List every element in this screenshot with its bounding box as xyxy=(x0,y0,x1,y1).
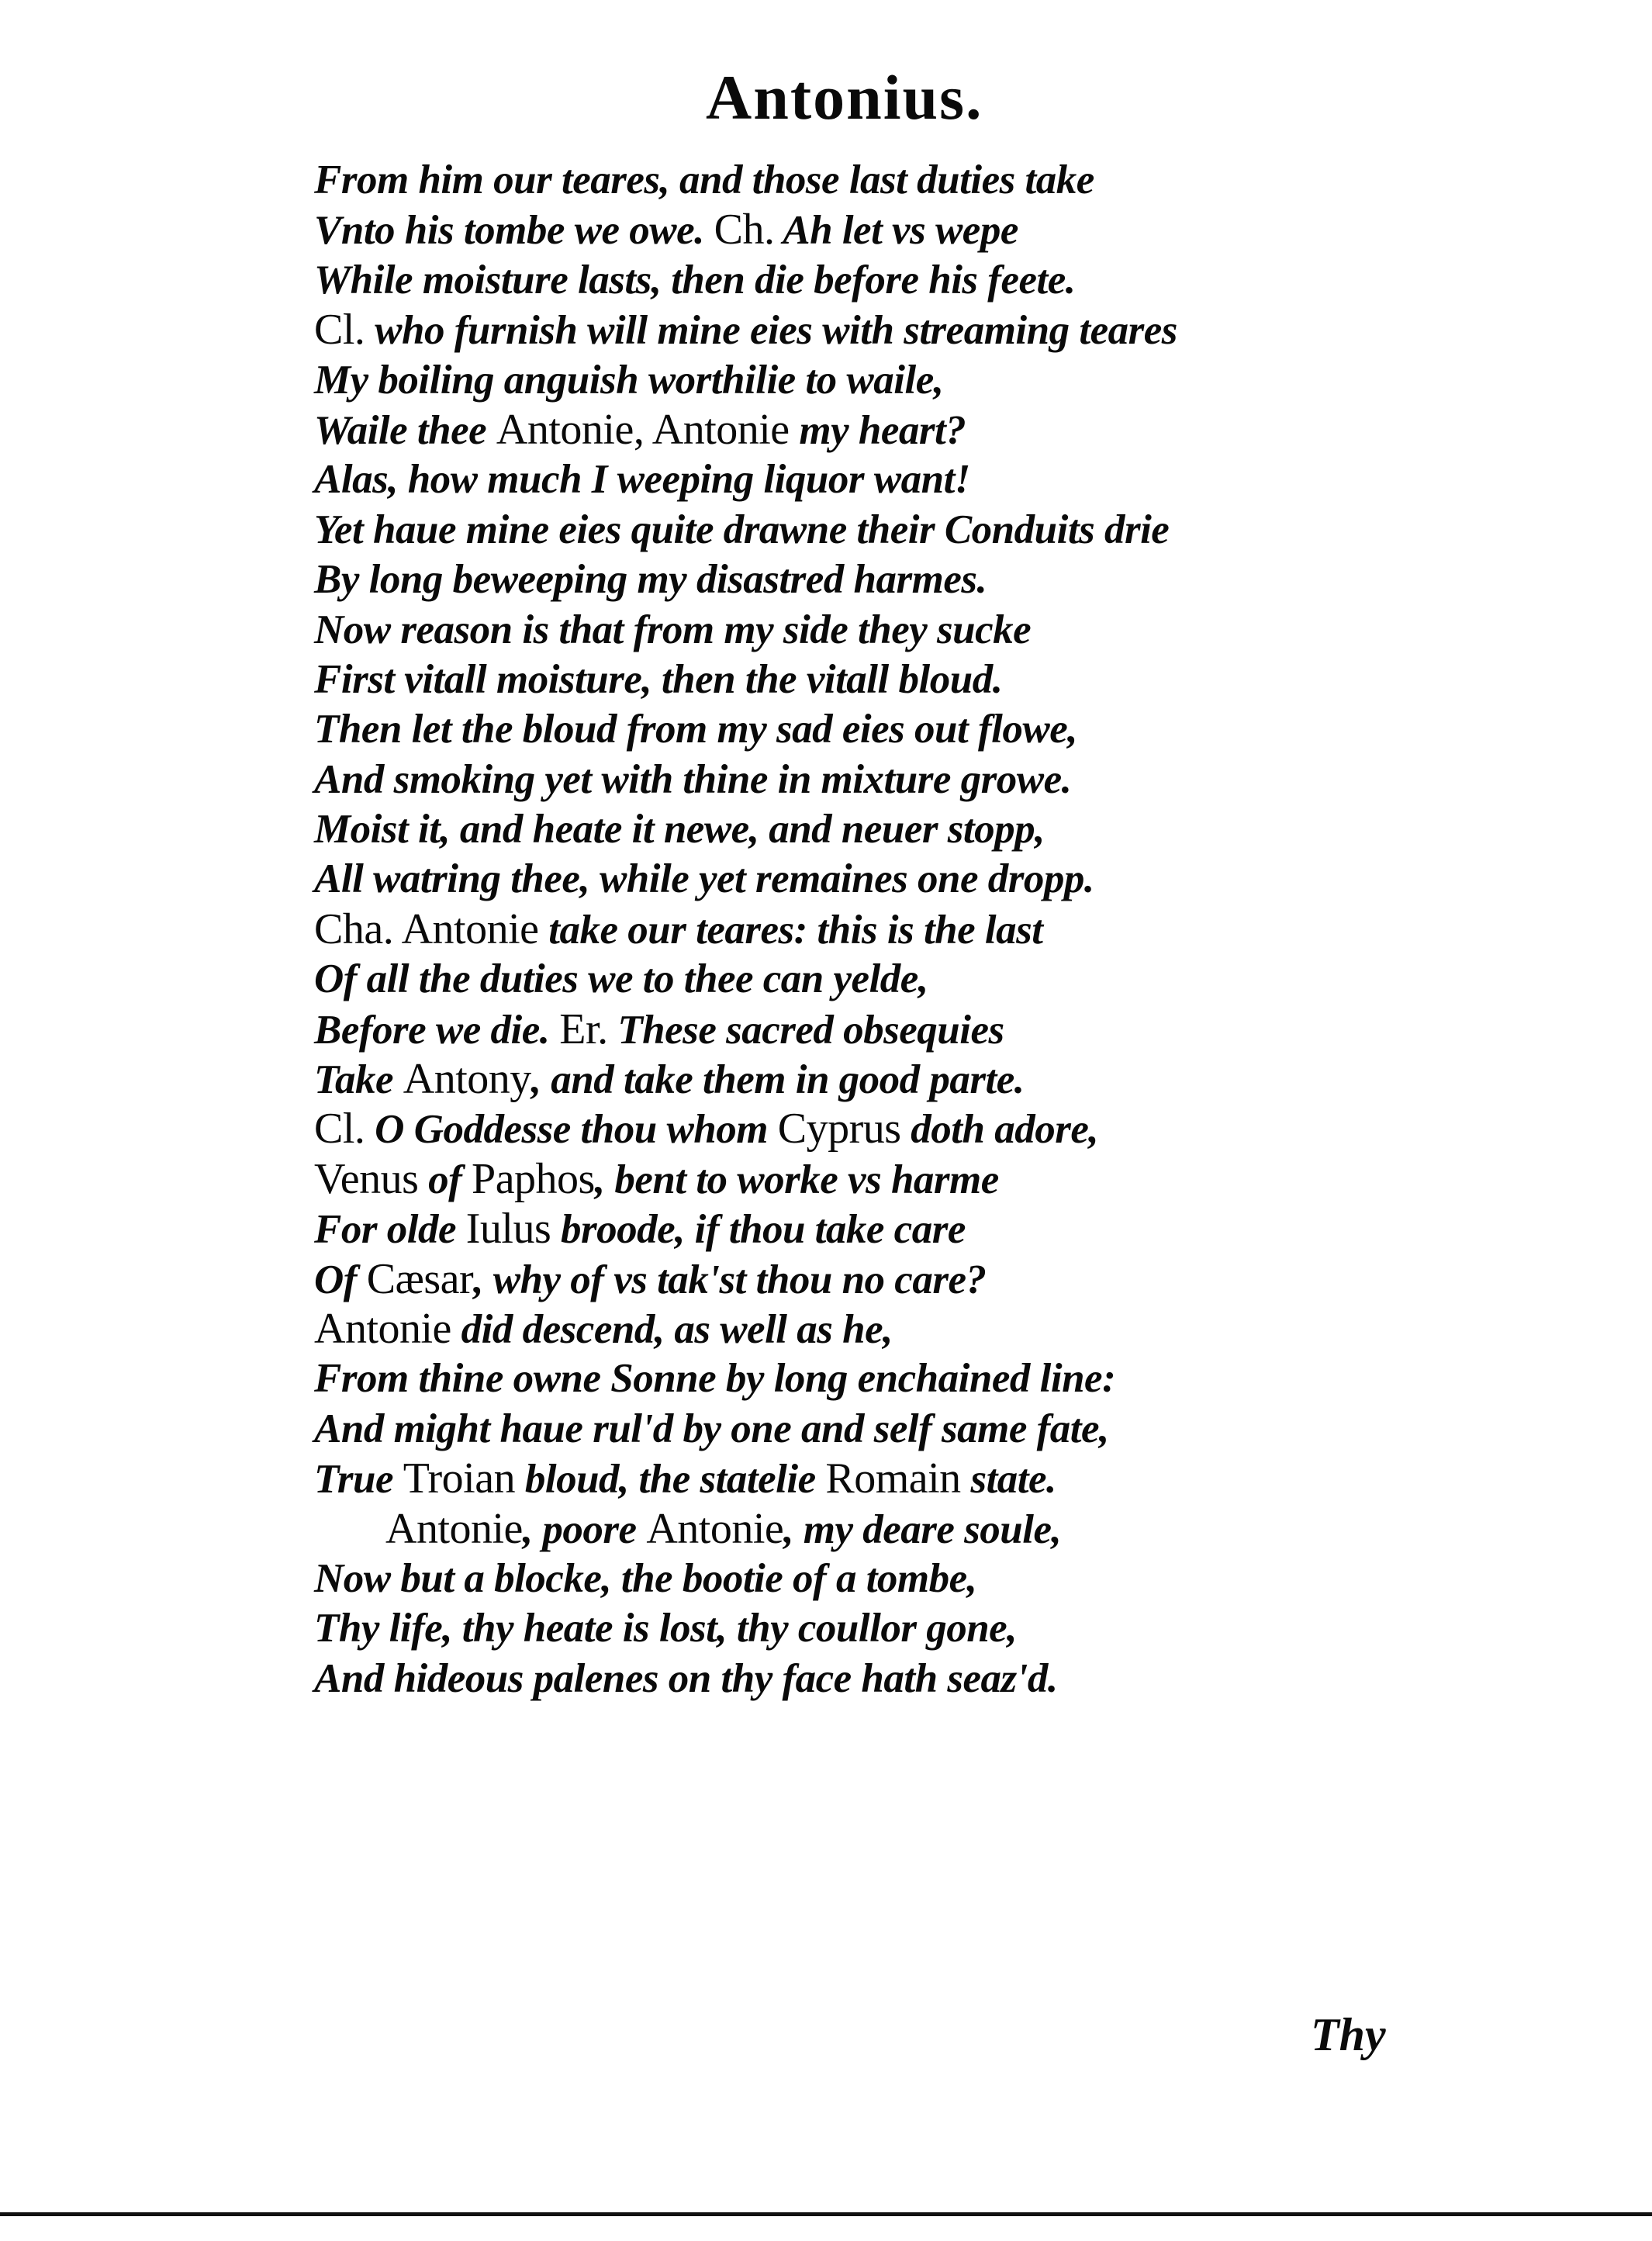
italic-text: Of all the duties we to thee can yelde, xyxy=(314,956,928,1002)
verse-line xyxy=(314,305,1571,354)
verse-line xyxy=(314,1404,1571,1454)
italic-text: who furnish will mine eies with streaming teares xyxy=(365,308,1177,354)
italic-text: Vnto his tombe we owe. xyxy=(314,208,714,254)
verse-line xyxy=(314,755,1571,804)
roman-text: Ch. xyxy=(714,206,775,254)
italic-text: broode, if thou take care xyxy=(551,1207,966,1253)
verse-line xyxy=(314,804,1571,854)
verse-passage xyxy=(314,155,1571,1703)
italic-text: And might haue rul'd by one and self same fate, xyxy=(314,1406,1109,1451)
italic-text: , and take them in good parte. xyxy=(531,1057,1025,1103)
roman-text: Cæsar xyxy=(366,1254,474,1303)
verse-line xyxy=(314,255,1571,305)
italic-text: Take xyxy=(314,1057,403,1103)
italic-text: All watring thee, while yet remaines one dropp. xyxy=(314,856,1094,902)
italic-text: Before we die. xyxy=(314,1007,560,1053)
italic-text: My boiling anguish worthilie to waile, xyxy=(314,357,944,403)
roman-text: Cl. xyxy=(314,1105,365,1153)
verse-line xyxy=(314,1454,1571,1503)
roman-text: Antonie xyxy=(646,1504,784,1553)
verse-line xyxy=(314,1204,1571,1254)
roman-text: Antonie xyxy=(314,1304,451,1353)
italic-text: And hideous palenes on thy face hath seaz'd. xyxy=(314,1655,1058,1701)
running-title: Antonius. xyxy=(706,62,983,133)
italic-text: Now reason is that from my side they sucke xyxy=(314,607,1032,652)
italic-text: bloud, the statelie xyxy=(515,1457,826,1503)
verse-line xyxy=(314,555,1571,604)
italic-text: Moist it, and heate it newe, and neuer stopp, xyxy=(314,807,1045,852)
italic-text: of xyxy=(418,1157,472,1202)
verse-line xyxy=(314,605,1571,655)
verse-line xyxy=(314,904,1571,954)
italic-text: True xyxy=(314,1457,403,1503)
verse-line xyxy=(314,1005,1571,1054)
page-bottom-border xyxy=(0,2212,1652,2216)
italic-text: From thine owne Sonne by long enchained line: xyxy=(314,1356,1116,1402)
italic-text: Alas, how much I weeping liquor want! xyxy=(314,457,970,503)
verse-line xyxy=(314,505,1571,555)
roman-text: Cyprus xyxy=(777,1105,901,1153)
italic-text: Yet haue mine eies quite drawne their Conduits drie xyxy=(314,507,1170,552)
roman-text: Antony xyxy=(403,1055,531,1104)
roman-text: Cl. xyxy=(314,306,365,354)
roman-text: Paphos xyxy=(472,1154,595,1203)
verse-line xyxy=(314,1154,1571,1204)
italic-text: These sacred obsequies xyxy=(607,1007,1004,1053)
italic-text: state. xyxy=(960,1457,1056,1503)
verse-line xyxy=(314,1603,1571,1653)
italic-text: take our teares: this is the last xyxy=(538,907,1043,953)
verse-line xyxy=(314,854,1571,904)
verse-line xyxy=(314,704,1571,754)
italic-text: Waile thee xyxy=(314,407,496,453)
italic-text: Then let the bloud from my sad eies out flowe, xyxy=(314,707,1077,752)
roman-text: Er. xyxy=(559,1005,608,1053)
verse-line xyxy=(314,1304,1571,1354)
verse-line xyxy=(314,205,1571,254)
italic-text: my heart? xyxy=(789,407,966,453)
italic-text: doth adore, xyxy=(900,1107,1099,1153)
roman-text: Antonie xyxy=(385,1504,523,1553)
verse-line xyxy=(314,1504,1571,1554)
verse-line xyxy=(314,155,1571,205)
italic-text: By long beweeping my disastred harmes. xyxy=(314,557,987,603)
italic-text: While moisture lasts, then die before his feete. xyxy=(314,257,1076,303)
italic-text: Now but a blocke, the bootie of a tombe, xyxy=(314,1555,977,1601)
verse-line xyxy=(314,954,1571,1004)
verse-line xyxy=(314,1054,1571,1104)
verse-line xyxy=(314,655,1571,704)
catchword: Thy xyxy=(1311,2009,1386,2060)
verse-line xyxy=(314,455,1571,504)
roman-text: Iulus xyxy=(465,1205,551,1254)
italic-text: , why of vs tak'st thou no care? xyxy=(473,1257,987,1302)
verse-line xyxy=(314,1554,1571,1603)
verse-line xyxy=(314,1104,1571,1153)
roman-text: Cha. Antonie xyxy=(314,904,539,953)
italic-text: First vitall moisture, then the vitall bloud. xyxy=(314,656,1003,702)
italic-text: , my deare soule, xyxy=(783,1506,1062,1552)
italic-text: From him our teares, and those last duties take xyxy=(314,157,1094,202)
italic-text: did descend, as well as he, xyxy=(451,1306,893,1352)
italic-text: Of xyxy=(314,1257,367,1302)
italic-text: Thy life, thy heate is lost, thy coullor gone, xyxy=(314,1606,1017,1651)
verse-line xyxy=(314,1654,1571,1703)
italic-text: For olde xyxy=(314,1207,466,1253)
verse-line xyxy=(314,405,1571,455)
italic-text: , bent to worke vs harme xyxy=(594,1157,999,1202)
italic-text: Ah let vs wepe xyxy=(774,208,1018,254)
roman-text: Antonie, Antonie xyxy=(496,405,790,454)
italic-text: And smoking yet with thine in mixture growe. xyxy=(314,756,1072,802)
verse-line xyxy=(314,1354,1571,1403)
roman-text: Romain xyxy=(825,1454,961,1503)
verse-line xyxy=(314,355,1571,405)
italic-text: O Goddesse thou whom xyxy=(365,1107,778,1153)
roman-text: Venus xyxy=(314,1154,419,1203)
roman-text: Troian xyxy=(403,1454,516,1503)
italic-text: , poore xyxy=(522,1506,647,1552)
verse-line xyxy=(314,1254,1571,1304)
